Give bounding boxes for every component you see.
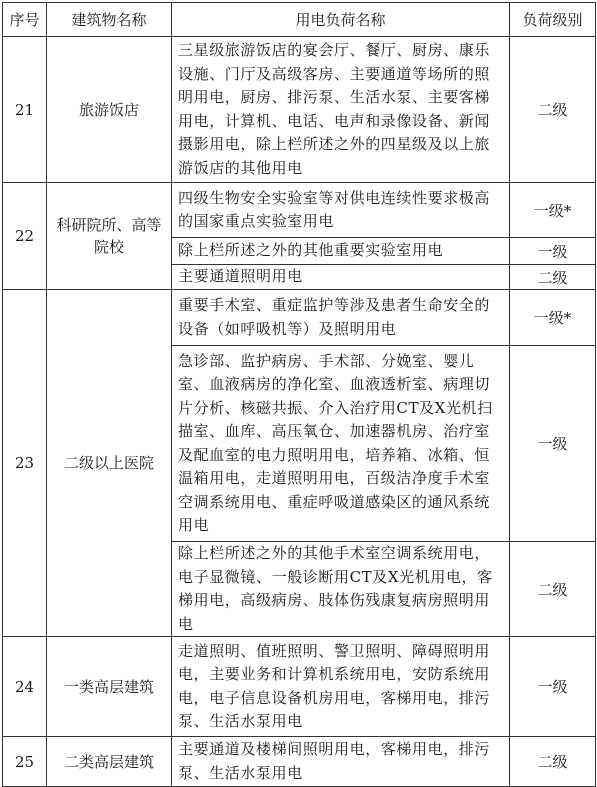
table-row [3, 183, 596, 238]
load-level: 一级* [510, 290, 596, 346]
table-row [3, 737, 596, 787]
header-no: 序号 [3, 3, 47, 37]
table-row [3, 37, 596, 183]
load-level: 一级* [510, 183, 596, 238]
table-row [3, 290, 596, 346]
building-name: 科研院所、高等院校 [47, 183, 172, 290]
table-header-row [3, 3, 596, 37]
load-level: 二级 [510, 542, 596, 637]
load-name: 三星级旅游饭店的宴会厅、餐厅、厨房、康乐设施、门厅及高级客房、主要通道等场所的照明用电，厨房、排污泵、生活水泵、主要客梯用电，计算机、电话、电声和录像设备、新闻摄影用电，除上栏所述之外的四星级及以上旅游饭店的其他用电 [172, 37, 510, 183]
load-name: 主要通道照明用电 [172, 265, 510, 290]
row-number: 25 [3, 737, 47, 787]
load-level: 二级 [510, 737, 596, 787]
building-name: 旅游饭店 [47, 37, 172, 183]
row-number: 22 [3, 183, 47, 290]
header-load: 用电负荷名称 [172, 3, 510, 37]
load-level: 二级 [510, 37, 596, 183]
building-name: 二类高层建筑 [47, 737, 172, 787]
load-name: 除上栏所述之外的其他手术室空调系统用电，电子显微镜、一般诊断用CT及X光机用电，客梯用电，高级病房、肢体伤残康复病房照明用电 [172, 542, 510, 637]
table-row [3, 637, 596, 737]
load-level-table [2, 2, 596, 787]
header-level: 负荷级别 [510, 3, 596, 37]
load-name: 除上栏所述之外的其他重要实验室用电 [172, 238, 510, 265]
load-name: 急诊部、监护病房、手术部、分娩室、婴儿室、血液病房的净化室、血液透析室、病理切片分析、核磁共振、介入治疗用CT及X光机扫描室、血库、高压氧仓、加速器机房、治疗室及配血室的电力照明用电，培养箱、冰箱、恒温箱用电，走道照明用电，百级洁净度手术室空调系统用电、重症呼吸道感染区的通风系统用电 [172, 346, 510, 542]
load-name: 四级生物安全实验室等对供电连续性要求极高的国家重点实验室用电 [172, 183, 510, 238]
row-number: 24 [3, 637, 47, 737]
building-name: 二级以上医院 [47, 290, 172, 637]
header-building: 建筑物名称 [47, 3, 172, 37]
building-name: 一类高层建筑 [47, 637, 172, 737]
row-number: 23 [3, 290, 47, 637]
row-number: 21 [3, 37, 47, 183]
load-name: 主要通道及楼梯间照明用电，客梯用电，排污泵、生活水泵用电 [172, 737, 510, 787]
load-level: 一级 [510, 637, 596, 737]
load-level: 一级 [510, 346, 596, 542]
load-level: 二级 [510, 265, 596, 290]
load-level: 一级 [510, 238, 596, 265]
load-name: 走道照明、值班照明、警卫照明、障碍照明用电，主要业务和计算机系统用电，安防系统用电，电子信息设备机房用电，客梯用电，排污泵、生活水泵用电 [172, 637, 510, 737]
load-name: 重要手术室、重症监护等涉及患者生命安全的设备（如呼吸机等）及照明用电 [172, 290, 510, 346]
